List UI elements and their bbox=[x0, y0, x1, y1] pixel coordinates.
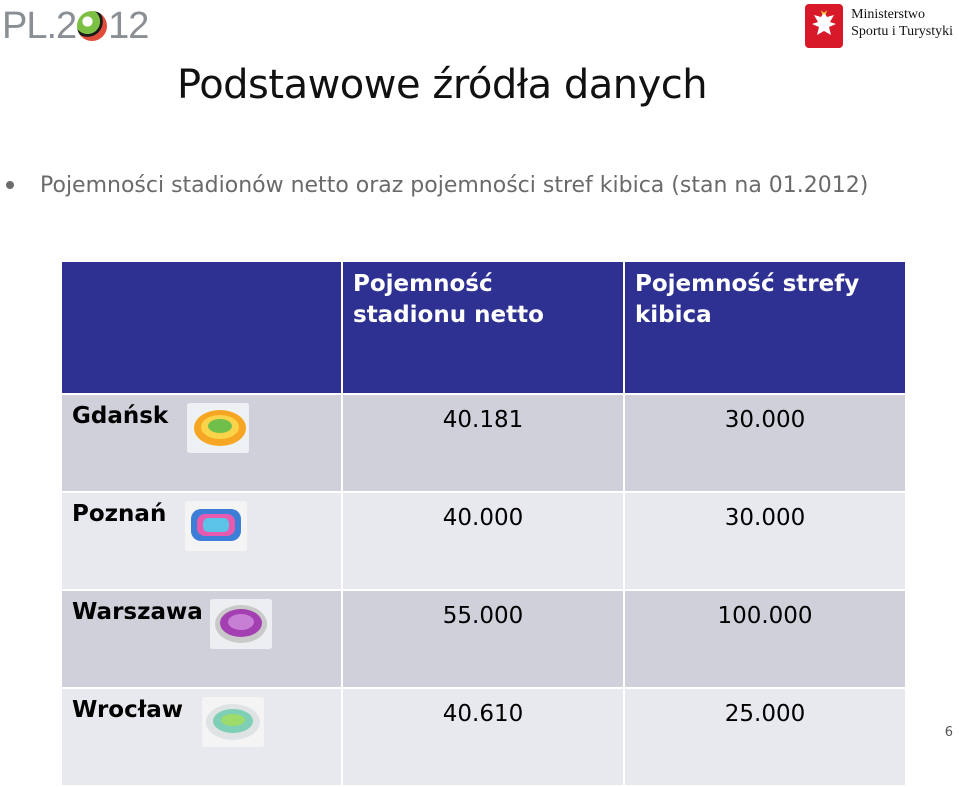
fan-zone-capacity-cell bbox=[624, 492, 906, 590]
slide-title: Podstawowe źródła danych bbox=[177, 62, 708, 108]
logo-text-right: 12 bbox=[108, 4, 149, 47]
capacity-table bbox=[60, 262, 907, 787]
stadium-capacity-value: 55.000 bbox=[442, 603, 524, 629]
page-number: 6 bbox=[944, 725, 953, 740]
bullet-icon bbox=[6, 181, 14, 189]
table-row bbox=[61, 394, 906, 492]
table-row bbox=[61, 688, 906, 786]
city-name: Poznań bbox=[72, 501, 167, 527]
stadium-gdansk-image bbox=[187, 403, 249, 453]
stadium-poznan-image bbox=[185, 501, 247, 551]
stadium-warszawa-image bbox=[210, 599, 272, 649]
stadium-capacity-cell bbox=[342, 394, 624, 492]
ministry-logo bbox=[805, 4, 953, 48]
header-city bbox=[61, 262, 342, 394]
city-cell bbox=[61, 492, 342, 590]
fan-zone-capacity-value: 25.000 bbox=[724, 701, 806, 727]
fan-zone-capacity-cell bbox=[624, 394, 906, 492]
table-row bbox=[61, 492, 906, 590]
city-name: Gdańsk bbox=[72, 403, 169, 429]
euro-2012-logo bbox=[2, 6, 148, 46]
football-icon bbox=[77, 11, 107, 41]
city-name: Warszawa bbox=[72, 599, 203, 625]
table-header-row bbox=[61, 262, 906, 394]
stadium-capacity-cell bbox=[342, 492, 624, 590]
city-cell bbox=[61, 688, 342, 786]
polish-eagle-emblem-icon bbox=[805, 4, 843, 48]
fan-zone-capacity-value: 100.000 bbox=[717, 603, 813, 629]
stadium-capacity-value: 40.610 bbox=[442, 701, 524, 727]
header-stadium-capacity: Pojemność stadionu netto bbox=[342, 262, 624, 394]
stadium-capacity-value: 40.000 bbox=[442, 505, 524, 531]
stadium-capacity-cell bbox=[342, 688, 624, 786]
city-cell bbox=[61, 590, 342, 688]
stadium-capacity-cell bbox=[342, 590, 624, 688]
table-row bbox=[61, 590, 906, 688]
logo-text-left: PL.2 bbox=[2, 4, 77, 47]
city-cell bbox=[61, 394, 342, 492]
stadium-wroclaw-image bbox=[202, 697, 264, 747]
header-fan-zone-capacity: Pojemność strefy kibica bbox=[624, 262, 906, 394]
ministry-name bbox=[851, 4, 953, 40]
fan-zone-capacity-cell bbox=[624, 688, 906, 786]
fan-zone-capacity-cell bbox=[624, 590, 906, 688]
bullet-text: Pojemności stadionów netto oraz pojemności stref kibica (stan na 01.2012) bbox=[40, 173, 869, 198]
fan-zone-capacity-value: 30.000 bbox=[724, 407, 806, 433]
city-name: Wrocław bbox=[72, 697, 184, 723]
stadium-capacity-value: 40.181 bbox=[442, 407, 524, 433]
fan-zone-capacity-value: 30.000 bbox=[724, 505, 806, 531]
ministry-line-2: Sportu i Turystyki bbox=[851, 24, 953, 39]
ministry-line-1: Ministerstwo bbox=[851, 7, 925, 22]
